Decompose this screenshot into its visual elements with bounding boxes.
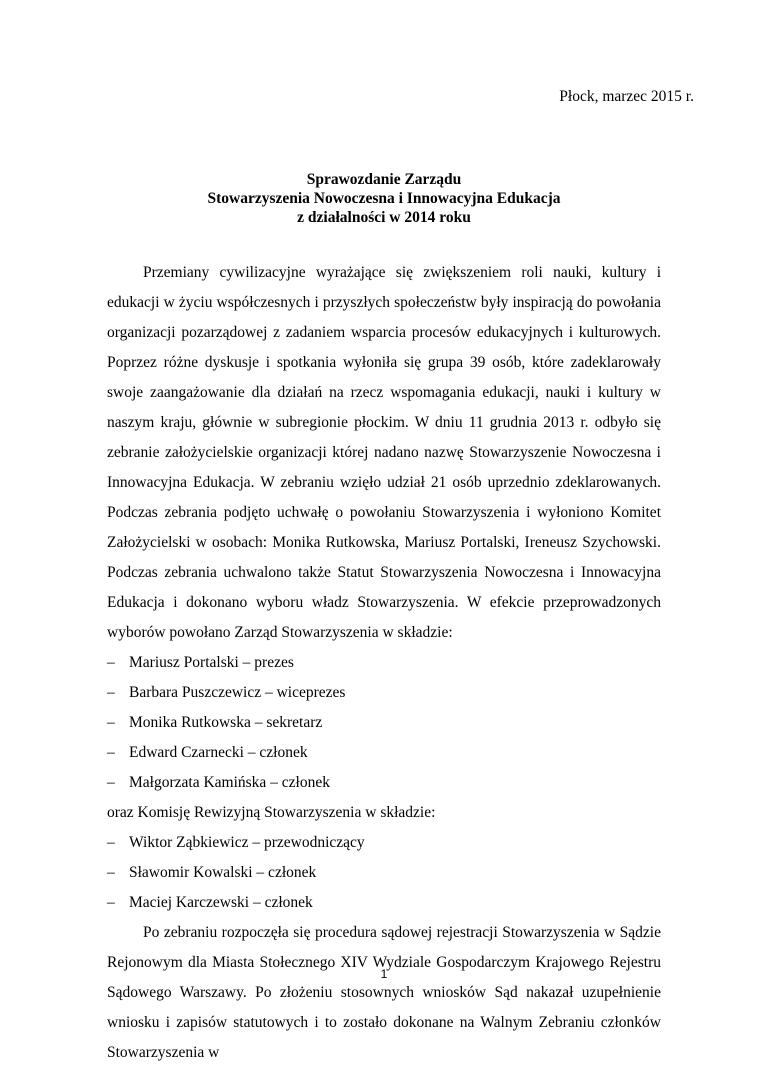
report-title (0, 170, 768, 227)
list-item (107, 768, 661, 798)
commission-member: Wiktor Ząbkiewicz – przewodniczący (129, 834, 365, 851)
dash-bullet: – (107, 684, 115, 701)
dash-bullet: – (107, 834, 115, 851)
list-item (107, 708, 661, 738)
registration-paragraph: Po zebraniu rozpoczęła się procedura sądowej rejestracji Stowarzyszenia w Sądzie Rejonowym dla Miasta Stołecznego XIV Wydziale Gospodarczym Krajowego Rejestru Sądowego Warszawy. Po złożeniu stosownych wniosków Sąd nakazał uzupełnienie wniosku i zapisów statutowych i to zostało dokonane na Walnym Zebraniu członków Stowarzyszenia w (107, 924, 661, 1061)
dash-bullet: – (107, 894, 115, 911)
list-item (107, 858, 661, 888)
dash-bullet: – (107, 864, 115, 881)
title-line-3: z działalności w 2014 roku (297, 209, 471, 226)
board-member: Monika Rutkowska – sekretarz (129, 714, 323, 731)
title-line-1: Sprawozdanie Zarządu (306, 171, 462, 188)
commission-member: Sławomir Kowalski – członek (129, 864, 317, 881)
page-number: 1 (380, 967, 388, 981)
list-item (107, 888, 661, 918)
dash-bullet: – (107, 744, 115, 761)
date-line: Płock, marzec 2015 r. (559, 88, 694, 105)
list-item (107, 648, 661, 678)
commission-intro: oraz Komisję Rewizyjną Stowarzyszenia w składzie: (107, 804, 436, 821)
list-item (107, 828, 661, 858)
dash-bullet: – (107, 654, 115, 671)
board-member: Barbara Puszczewicz – wiceprezes (129, 684, 346, 701)
dash-bullet: – (107, 774, 115, 791)
board-member: Mariusz Portalski – prezes (129, 654, 294, 671)
list-item (107, 738, 661, 768)
board-member-list (107, 648, 661, 798)
commission-member: Maciej Karczewski – członek (129, 894, 313, 911)
list-item (107, 678, 661, 708)
commission-member-list (107, 828, 661, 918)
dash-bullet: – (107, 714, 115, 731)
report-body (107, 258, 661, 1068)
board-member: Edward Czarnecki – członek (129, 744, 308, 761)
title-line-2: Stowarzyszenia Nowoczesna i Innowacyjna Edukacja (207, 190, 561, 207)
intro-paragraph: Przemiany cywilizacyjne wyrażające się zwiększeniem roli nauki, kultury i edukacji w życiu współczesnych i przyszłych społeczeństw były inspiracją do powołania organizacji pozarządowej z zadaniem wsparcia procesów edukacyjnych i kulturowych. Poprzez różne dyskusje i spotkania wyłoniła się grupa 39 osób, które zadeklarowały swoje zaangażowanie dla działań na rzecz wspomagania edukacji, nauki i kultury w naszym kraju, głównie w subregionie płockim. W dniu 11 grudnia 2013 r. odbyło się zebranie założycielskie organizacji której nadano nazwę Stowarzyszenie Nowoczesna i Innowacyjna Edukacja. W zebraniu wzięło udział 21 osób uprzednio zdeklarowanych. Podczas zebrania podjęto uchwałę o powołaniu Stowarzyszenia i wyłoniono Komitet Założycielski w osobach: Monika Rutkowska, Mariusz Portalski, Ireneusz Szychowski. Podczas zebrania uchwalono także Statut Stowarzyszenia Nowoczesna i Innowacyjna Edukacja i dokonano wyboru władz Stowarzyszenia. W efekcie przeprowadzonych wyborów powołano Zarząd Stowarzyszenia w składzie: (107, 264, 661, 641)
board-member: Małgorzata Kamińska – członek (129, 774, 330, 791)
